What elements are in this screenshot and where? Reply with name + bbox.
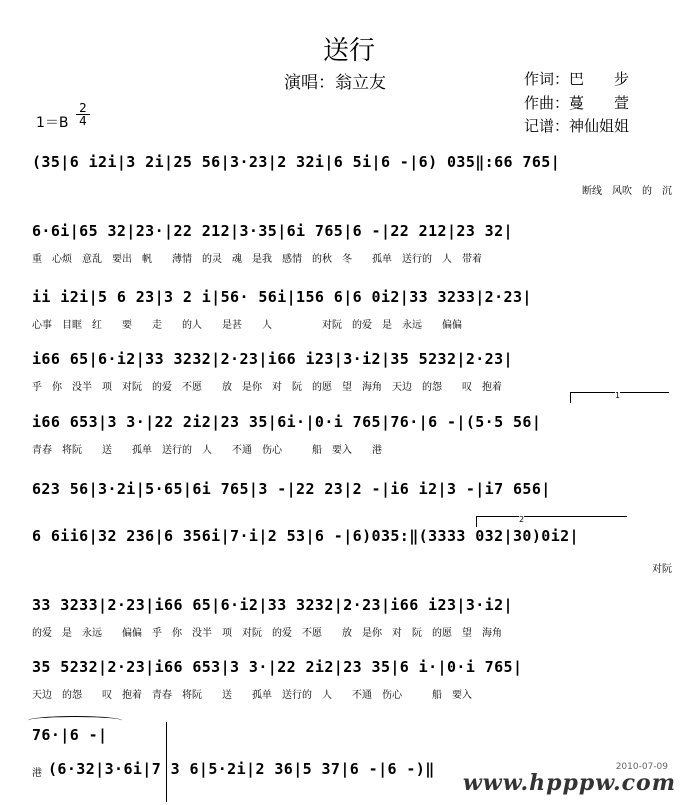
date-stamp: 2010-07-09 (615, 762, 668, 772)
score-line-11-notes: (6·32|3·6i|7 3 6|5·2i|2 36|5 37|6 -|6 -)‖ (48, 760, 435, 778)
score-line-8-notes: 33 3233|2·23|i66 65|6·i2|33 3232|2·23|i66 i23|3·i2| (32, 596, 513, 614)
composer-credit: 作曲：蔓 萱 (524, 94, 630, 112)
song-title: 送行 (322, 36, 375, 66)
score-line-3-notes: ii i2i|5 6 23|3 2 i|56· 56i|156 6|6 0i2|33 3233|2·23| (32, 288, 532, 306)
site-watermark: www.hpppw.com (462, 770, 676, 796)
tie-arc (28, 716, 122, 725)
volta-2-number: 2 (519, 515, 525, 524)
time-signature-bottom: 4 (79, 114, 87, 128)
time-signature (76, 102, 90, 127)
score-line-10-lyrics: 港 (32, 768, 42, 779)
score-line-6-notes: 623 56|3·2i|5·65|6i 765|3 -|22 23|2 -|i6 i2|3 -|i7 656| (32, 480, 551, 498)
score-line-1-notes: (35|6 i2i|3 2i|25 56|3·23|2 32i|6 5i|6 -|6) 035‖:66 765| (32, 153, 561, 171)
transcriber-credit: 记谱：神仙姐姐 (524, 117, 630, 135)
volta-1-bracket (570, 392, 669, 403)
score-line-7-notes: 6 6ii6|32 236|6 356i|7·i|2 53|6 -|6)035:‖(3333 032|30)0i2| (32, 527, 579, 545)
score-line-5-lyrics: 青春 将阮 送 孤单 送行的 人 不通 伤心 船 要入 港 (32, 445, 382, 456)
score-line-2-notes: 6·6i|65 32|23·|22 212|3·35|6i 765|6 -|22 212|23 32| (32, 222, 513, 240)
score-line-9-notes: 35 5232|2·23|i66 653|3 3·|22 2i2|23 35|6 i·|0·i 765| (32, 658, 523, 676)
score-line-1-lyrics: 断线 风吹 的 沉 (582, 186, 672, 197)
volta-2-bracket (476, 516, 627, 527)
score-line-4-notes: i66 65|6·i2|33 3232|2·23|i66 i23|3·i2|35 5232|2·23| (32, 350, 513, 368)
singer-credit: 演唱：翁立友 (284, 73, 386, 93)
score-line-10-notes: 76·|6 -| (32, 726, 108, 744)
score-line-7-lyrics: 对阮 (652, 564, 672, 575)
score-line-3-lyrics: 心事 目眶 红 要 走 的人 是甚 人 对阮 的爱 是 永远 偏偏 (32, 320, 462, 331)
score-line-8-lyrics: 的爱 是 永远 偏偏 乎 你 没半 项 对阮 的爱 不愿 放 是你 对 阮 的愿 望 海角 (32, 628, 502, 639)
lyricist-credit: 作词：巴 步 (524, 70, 630, 88)
key-signature: 1＝B (36, 115, 69, 131)
score-line-4-lyrics: 乎 你 没半 项 对阮 的爱 不愿 放 是你 对 阮 的愿 望 海角 天边 的怨 叹 抱着 (32, 382, 502, 393)
score-line-9-lyrics: 天边 的怨 叹 抱着 青春 将阮 送 孤单 送行的 人 不通 伤心 船 要入 (32, 690, 472, 701)
score-line-5-notes: i66 653|3 3·|22 2i2|23 35|6i·|0·i 765|76·|6 -|(5·5 56| (32, 413, 542, 431)
score-line-2-lyrics: 重 心烦 意乱 要出 帆 薄情 的灵 魂 是我 感情 的秋 冬 孤单 送行的 人 带着 (32, 254, 482, 265)
volta-1-number: 1 (615, 391, 621, 400)
time-signature-top: 2 (76, 102, 90, 115)
